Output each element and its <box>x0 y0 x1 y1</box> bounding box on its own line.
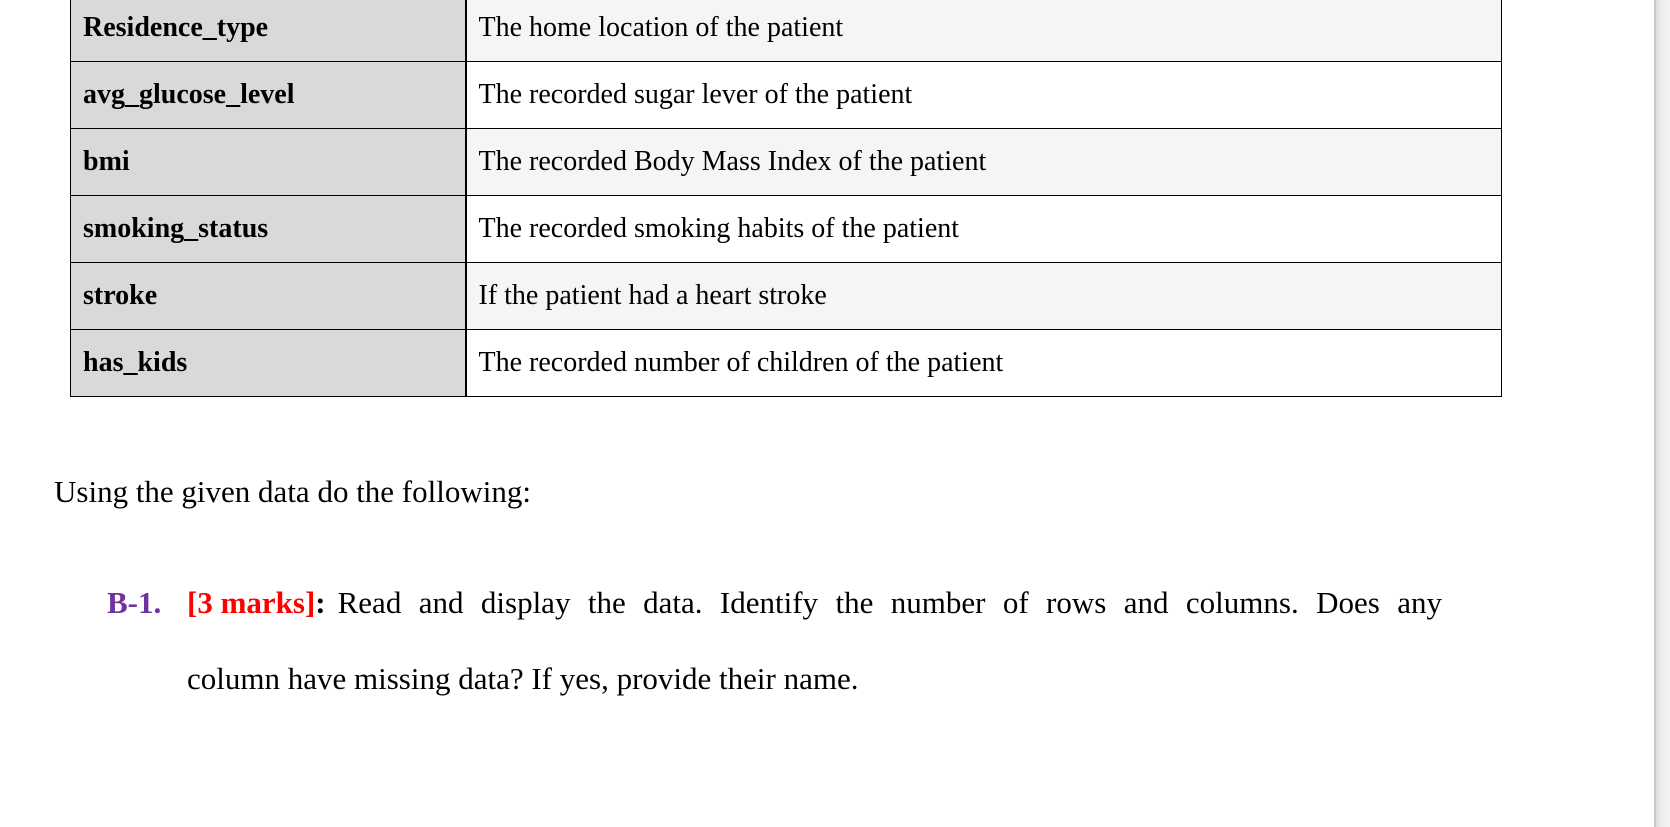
page-edge <box>1656 0 1670 827</box>
question-text-line1: Read and display the data. Identify the number of rows and columns. Does any <box>337 585 1442 620</box>
variable-description-cell: The recorded Body Mass Index of the patient <box>466 129 1502 196</box>
question-marks: [3 marks] <box>187 585 316 620</box>
variable-name-cell: bmi <box>71 129 466 196</box>
variables-table <box>70 0 1502 397</box>
question-first-line <box>107 585 1442 621</box>
table-row <box>71 129 1502 196</box>
variable-description-cell: The home location of the patient <box>466 0 1502 62</box>
table-row <box>71 330 1502 397</box>
table-row <box>71 263 1502 330</box>
variable-description-cell: If the patient had a heart stroke <box>466 263 1502 330</box>
variable-description-cell: The recorded number of children of the patient <box>466 330 1502 397</box>
table-row <box>71 62 1502 129</box>
variable-name-cell: has_kids <box>71 330 466 397</box>
table-row <box>71 0 1502 62</box>
question-b1 <box>107 585 1442 697</box>
variable-name-cell: smoking_status <box>71 196 466 263</box>
variable-description-cell: The recorded sugar lever of the patient <box>466 62 1502 129</box>
variable-description-cell: The recorded smoking habits of the patient <box>466 196 1502 263</box>
variable-name-cell: avg_glucose_level <box>71 62 466 129</box>
variable-name-cell: Residence_type <box>71 0 466 62</box>
variable-name-cell: stroke <box>71 263 466 330</box>
question-text-line2: column have missing data? If yes, provide their name. <box>187 661 859 696</box>
question-colon: : <box>315 585 326 620</box>
question-label: B-1. <box>107 585 162 620</box>
instructions-intro: Using the given data do the following: <box>54 474 531 509</box>
table-row <box>71 196 1502 263</box>
